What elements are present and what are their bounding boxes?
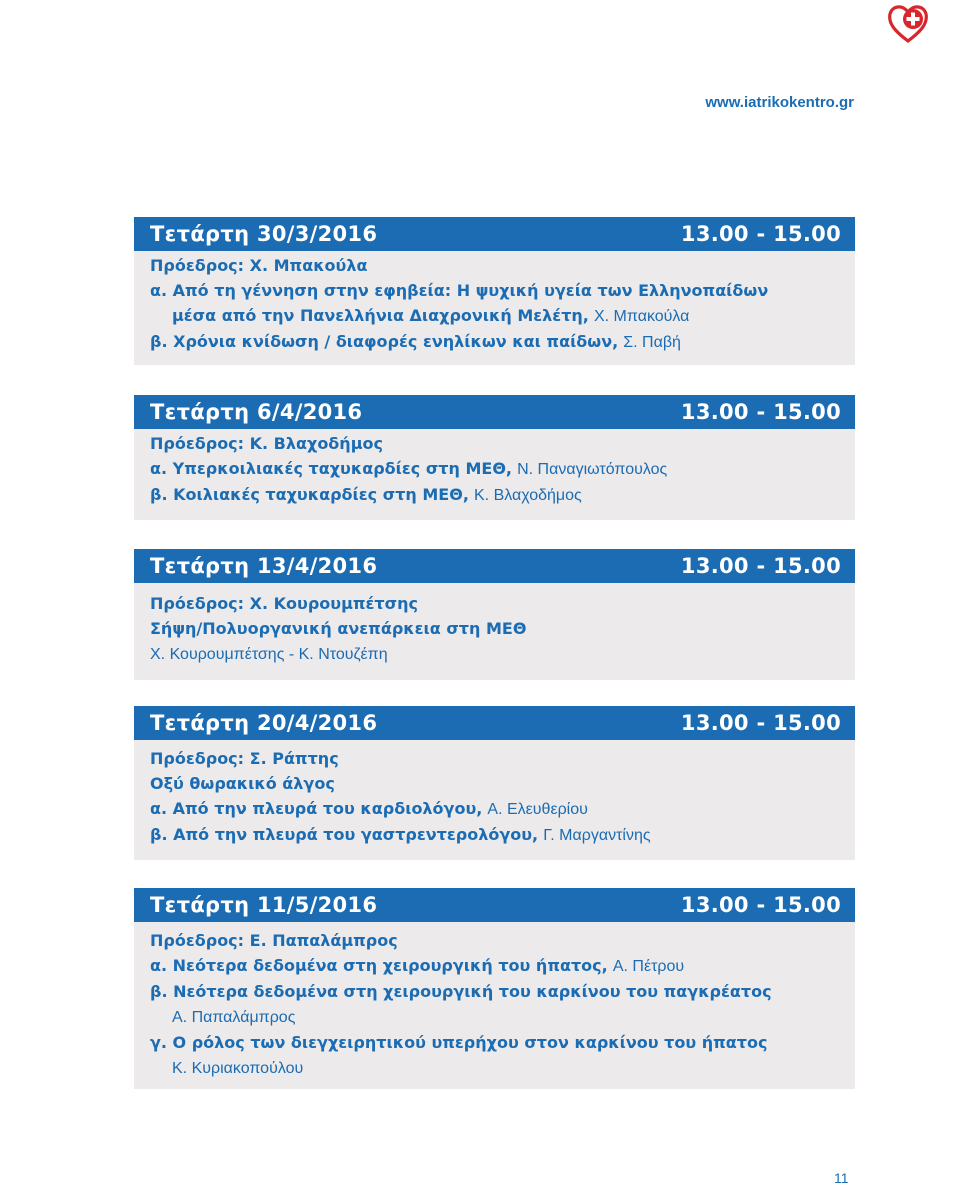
session-card xyxy=(134,706,855,860)
session-card xyxy=(134,395,855,520)
session-body xyxy=(134,429,855,508)
lecture-line xyxy=(150,1004,839,1030)
session-card xyxy=(134,549,855,680)
lecture-line xyxy=(150,1055,839,1081)
lecture-speaker: Χ. Μπακούλα xyxy=(593,308,690,325)
session-date: Τετάρτη 11/5/2016 xyxy=(150,893,378,917)
session-chair: Πρόεδρος: Ε. Παπαλάμπρος xyxy=(150,931,398,950)
lecture-speaker: Α. Πέτρου xyxy=(612,958,685,975)
session-date: Τετάρτη 20/4/2016 xyxy=(150,711,378,735)
lecture-line: Σήψη/Πολυοργανική ανεπάρκεια στη ΜΕΘ xyxy=(150,619,527,638)
session-date: Τετάρτη 30/3/2016 xyxy=(150,222,378,246)
lecture-speaker: Α. Παπαλάμπρος xyxy=(172,1009,296,1026)
lecture-line: α. Από τη γέννηση στην εφηβεία: Η ψυχική υγεία των Ελληνοπαίδων xyxy=(150,281,769,300)
site-url-link[interactable]: www.iatrikokentro.gr xyxy=(705,94,854,111)
session-header xyxy=(134,549,855,583)
lecture-line xyxy=(150,641,839,667)
lecture-line: α. Νεότερα δεδομένα στη χειρουργική του ήπατος, Α. Πέτρου xyxy=(150,956,685,975)
session-date: Τετάρτη 6/4/2016 xyxy=(150,400,363,424)
lecture-line: μέσα από την Πανελλήνια Διαχρονική Μελέτη, Χ. Μπακούλα xyxy=(172,306,690,325)
heart-cross-logo-icon xyxy=(886,2,930,44)
session-header xyxy=(134,217,855,251)
lecture-speaker: Κ. Βλαχοδήμος xyxy=(474,487,582,504)
session-time: 13.00 - 15.00 xyxy=(680,711,841,735)
lecture-line: β. Χρόνια κνίδωση / διαφορές ενηλίκων και παίδων, Σ. Παβή xyxy=(150,332,681,351)
lecture-speaker: Α. Ελευθερίου xyxy=(487,801,588,818)
session-header xyxy=(134,888,855,922)
session-body xyxy=(134,922,855,1081)
lecture-line: β. Νεότερα δεδομένα στη χειρουργική του καρκίνου του παγκρέατος xyxy=(150,982,772,1001)
session-body xyxy=(134,251,855,355)
page-number: 11 xyxy=(834,1170,849,1186)
session-chair: Πρόεδρος: Κ. Βλαχοδήμος xyxy=(150,434,383,453)
session-time: 13.00 - 15.00 xyxy=(680,222,841,246)
lecture-line: α. Υπερκοιλιακές ταχυκαρδίες στη ΜΕΘ, Ν. Παναγιωτόπουλος xyxy=(150,459,668,478)
lecture-speaker: Γ. Μαργαντίνης xyxy=(543,827,651,844)
lecture-line: β. Από την πλευρά του γαστρεντερολόγου, Γ. Μαργαντίνης xyxy=(150,825,651,844)
session-header xyxy=(134,395,855,429)
session-header xyxy=(134,706,855,740)
session-card xyxy=(134,888,855,1089)
session-time: 13.00 - 15.00 xyxy=(680,893,841,917)
session-card xyxy=(134,217,855,365)
session-chair: Πρόεδρος: Χ. Μπακούλα xyxy=(150,256,368,275)
session-chair: Πρόεδρος: Σ. Ράπτης xyxy=(150,749,339,768)
lecture-line: Οξύ θωρακικό άλγος xyxy=(150,774,335,793)
lecture-speaker: Σ. Παβή xyxy=(623,334,681,351)
lecture-speaker: Χ. Κουρουμπέτσης - Κ. Ντουζέπη xyxy=(150,646,388,663)
session-body xyxy=(134,583,855,667)
session-time: 13.00 - 15.00 xyxy=(680,554,841,578)
lecture-speaker: Ν. Παναγιωτόπουλος xyxy=(517,461,668,478)
session-body xyxy=(134,740,855,848)
lecture-speaker: Κ. Κυριακοπούλου xyxy=(172,1060,304,1077)
lecture-line: γ. Ο ρόλος των διεγχειρητικού υπερήχου στον καρκίνου του ήπατος xyxy=(150,1033,768,1052)
session-chair: Πρόεδρος: Χ. Κουρουμπέτσης xyxy=(150,594,418,613)
lecture-line: α. Από την πλευρά του καρδιολόγου, Α. Ελευθερίου xyxy=(150,799,588,818)
session-date: Τετάρτη 13/4/2016 xyxy=(150,554,378,578)
lecture-line: β. Κοιλιακές ταχυκαρδίες στη ΜΕΘ, Κ. Βλαχοδήμος xyxy=(150,485,582,504)
session-time: 13.00 - 15.00 xyxy=(680,400,841,424)
